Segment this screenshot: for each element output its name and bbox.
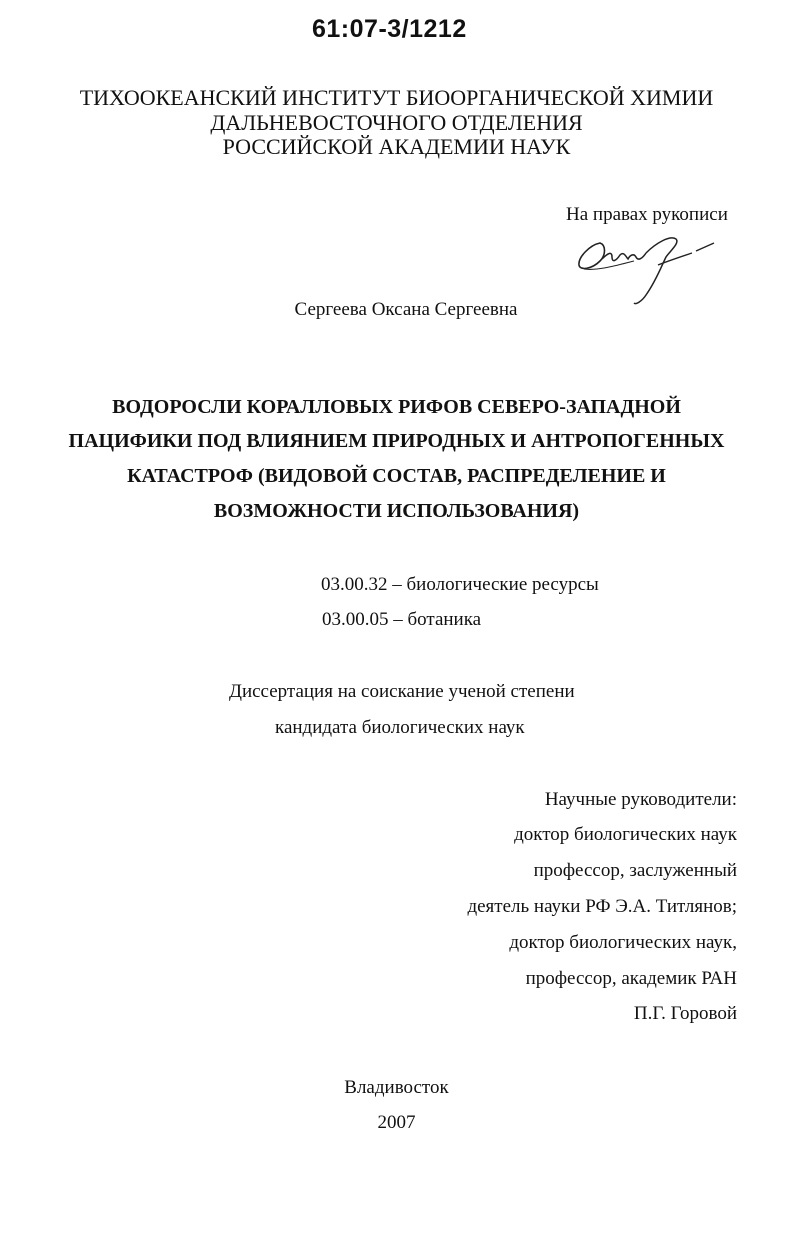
dissertation-title-line-4: ВОЗМОЖНОСТИ ИСПОЛЬЗОВАНИЯ) [213, 500, 580, 522]
supervisor-line: деятель науки РФ Э.А. Титлянов; [467, 896, 737, 917]
supervisor-line: профессор, академик РАН [525, 968, 737, 989]
supervisor-line: доктор биологических наук, [509, 932, 737, 953]
supervisors-heading: Научные руководители: [544, 789, 737, 810]
catalog-number: 61:07-3/1212 [312, 15, 467, 43]
specialty-code-2: 03.00.05 – ботаника [322, 609, 482, 630]
dissertation-title-line-2: ПАЦИФИКИ ПОД ВЛИЯНИЕМ ПРИРОДНЫХ И АНТРОПОГЕННЫХ [68, 430, 725, 452]
manuscript-rights-note: На правах рукописи [566, 204, 728, 225]
degree-line-2: кандидата биологических наук [275, 717, 525, 738]
supervisor-line: профессор, заслуженный [533, 860, 737, 881]
specialty-code-1: 03.00.32 – биологические ресурсы [321, 574, 599, 595]
author-name: Сергеева Оксана Сергеевна [294, 299, 518, 320]
supervisor-line: доктор биологических наук [514, 824, 737, 845]
dissertation-title-line-3: КАТАСТРОФ (ВИДОВОЙ СОСТАВ, РАСПРЕДЕЛЕНИЕ И [127, 465, 666, 487]
degree-line-1: Диссертация на соискание ученой степени [229, 681, 575, 702]
year: 2007 [377, 1112, 416, 1133]
dissertation-title-line-1: ВОДОРОСЛИ КОРАЛЛОВЫХ РИФОВ СЕВЕРО-ЗАПАДНОЙ [112, 396, 681, 418]
institution-line-3: РОССИЙСКОЙ АКАДЕМИИ НАУК [222, 134, 571, 159]
city: Владивосток [344, 1077, 449, 1098]
institution-line-2: ДАЛЬНЕВОСТОЧНОГО ОТДЕЛЕНИЯ [210, 110, 583, 135]
supervisor-line: П.Г. Горовой [633, 1003, 737, 1024]
institution-line-1: ТИХООКЕАНСКИЙ ИНСТИТУТ БИООРГАНИЧЕСКОЙ ХИМИИ [79, 85, 714, 110]
